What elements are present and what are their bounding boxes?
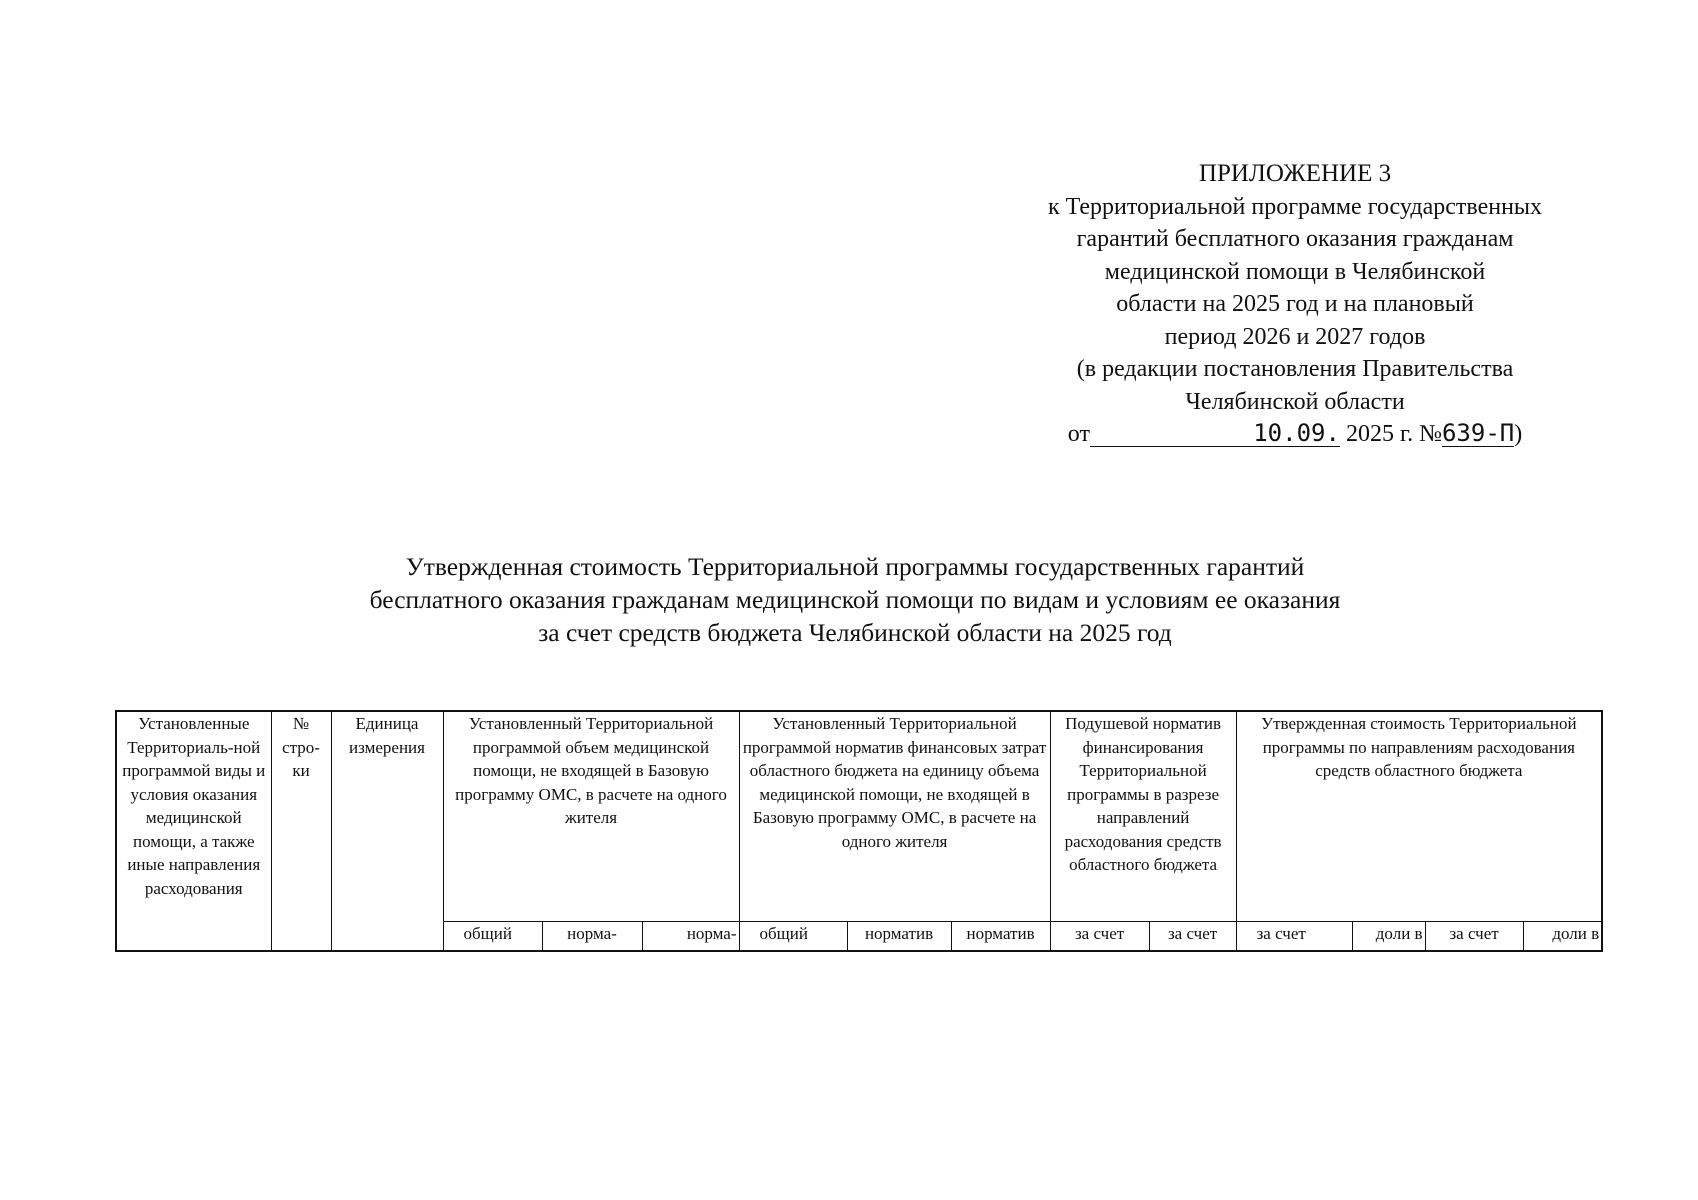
title-line: за счет средств бюджета Челябинской области на 2025 год: [538, 618, 1172, 647]
subheader-cell: общий: [739, 921, 847, 951]
appendix-block: [970, 158, 1620, 451]
subheader-cell: за счет: [1149, 921, 1236, 951]
appendix-line: медицинской помощи в Челябинской: [1104, 258, 1486, 285]
appendix-line: к Территориальной программе государственных: [1047, 193, 1543, 220]
header-unit: Единица измерения: [331, 711, 443, 951]
decree-date: 10.09.: [1090, 420, 1340, 447]
decree-number: 639-П: [1441, 419, 1515, 447]
title-line: Утвержденная стоимость Территориальной программы государственных гарантий: [405, 552, 1305, 581]
subheader-cell: за счет: [1425, 921, 1523, 951]
cost-table: [115, 710, 1603, 952]
header-cost-norm-group: Установленный Территориальной программой норматив финансовых затрат областного бюджета на единицу объема медицинской помощи, не входящей в Базовую программу ОМС, в расчете на одного жителя: [739, 711, 1050, 921]
header-row-number: № стро-ки: [271, 711, 331, 951]
header-approved-cost-group: Утвержденная стоимость Территориальной программы по направлениям расходования средств областного бюджета: [1236, 711, 1602, 921]
subheader-cell: общий: [443, 921, 542, 951]
header-care-types: Установленные Территориаль-ной программой виды и условия оказания медицинской помощи, а также иные направления расходования: [116, 711, 271, 951]
decree-year: 2025 г. №: [1345, 421, 1442, 447]
subheader-cell: норматив: [951, 921, 1050, 951]
subheader-cell: норма-: [642, 921, 739, 951]
appendix-line: Челябинской области: [1185, 388, 1405, 415]
appendix-title: ПРИЛОЖЕНИЕ 3: [1198, 160, 1392, 187]
appendix-line: (в редакции постановления Правительства: [1076, 356, 1514, 382]
header-per-capita-group: Подушевой норматив финансирования Территориальной программы в разрезе направлений расходования средств областного бюджета: [1050, 711, 1236, 921]
date-prefix: от: [1067, 421, 1090, 447]
subheader-cell: за счет: [1236, 921, 1352, 951]
appendix-line: области на 2025 год и на плановый: [1116, 291, 1474, 317]
subheader-cell: за счет: [1050, 921, 1149, 951]
appendix-line: гарантий бесплатного оказания гражданам: [1076, 226, 1514, 252]
subheader-cell: норма-: [542, 921, 642, 951]
header-volume-group: Установленный Территориальной программой объем медицинской помощи, не входящей в Базовую программу ОМС, в расчете на одного жителя: [443, 711, 739, 921]
subheader-cell: доли в: [1352, 921, 1425, 951]
closing-paren: ): [1514, 421, 1523, 447]
subheader-cell: норматив: [847, 921, 951, 951]
document-title: [220, 550, 1490, 649]
appendix-line: период 2026 и 2027 годов: [1164, 323, 1426, 350]
title-line: бесплатного оказания гражданам медицинской помощи по видам и условиям ее оказания: [369, 585, 1341, 614]
decree-date-line: [970, 418, 1620, 451]
subheader-cell: доли в: [1523, 921, 1602, 951]
